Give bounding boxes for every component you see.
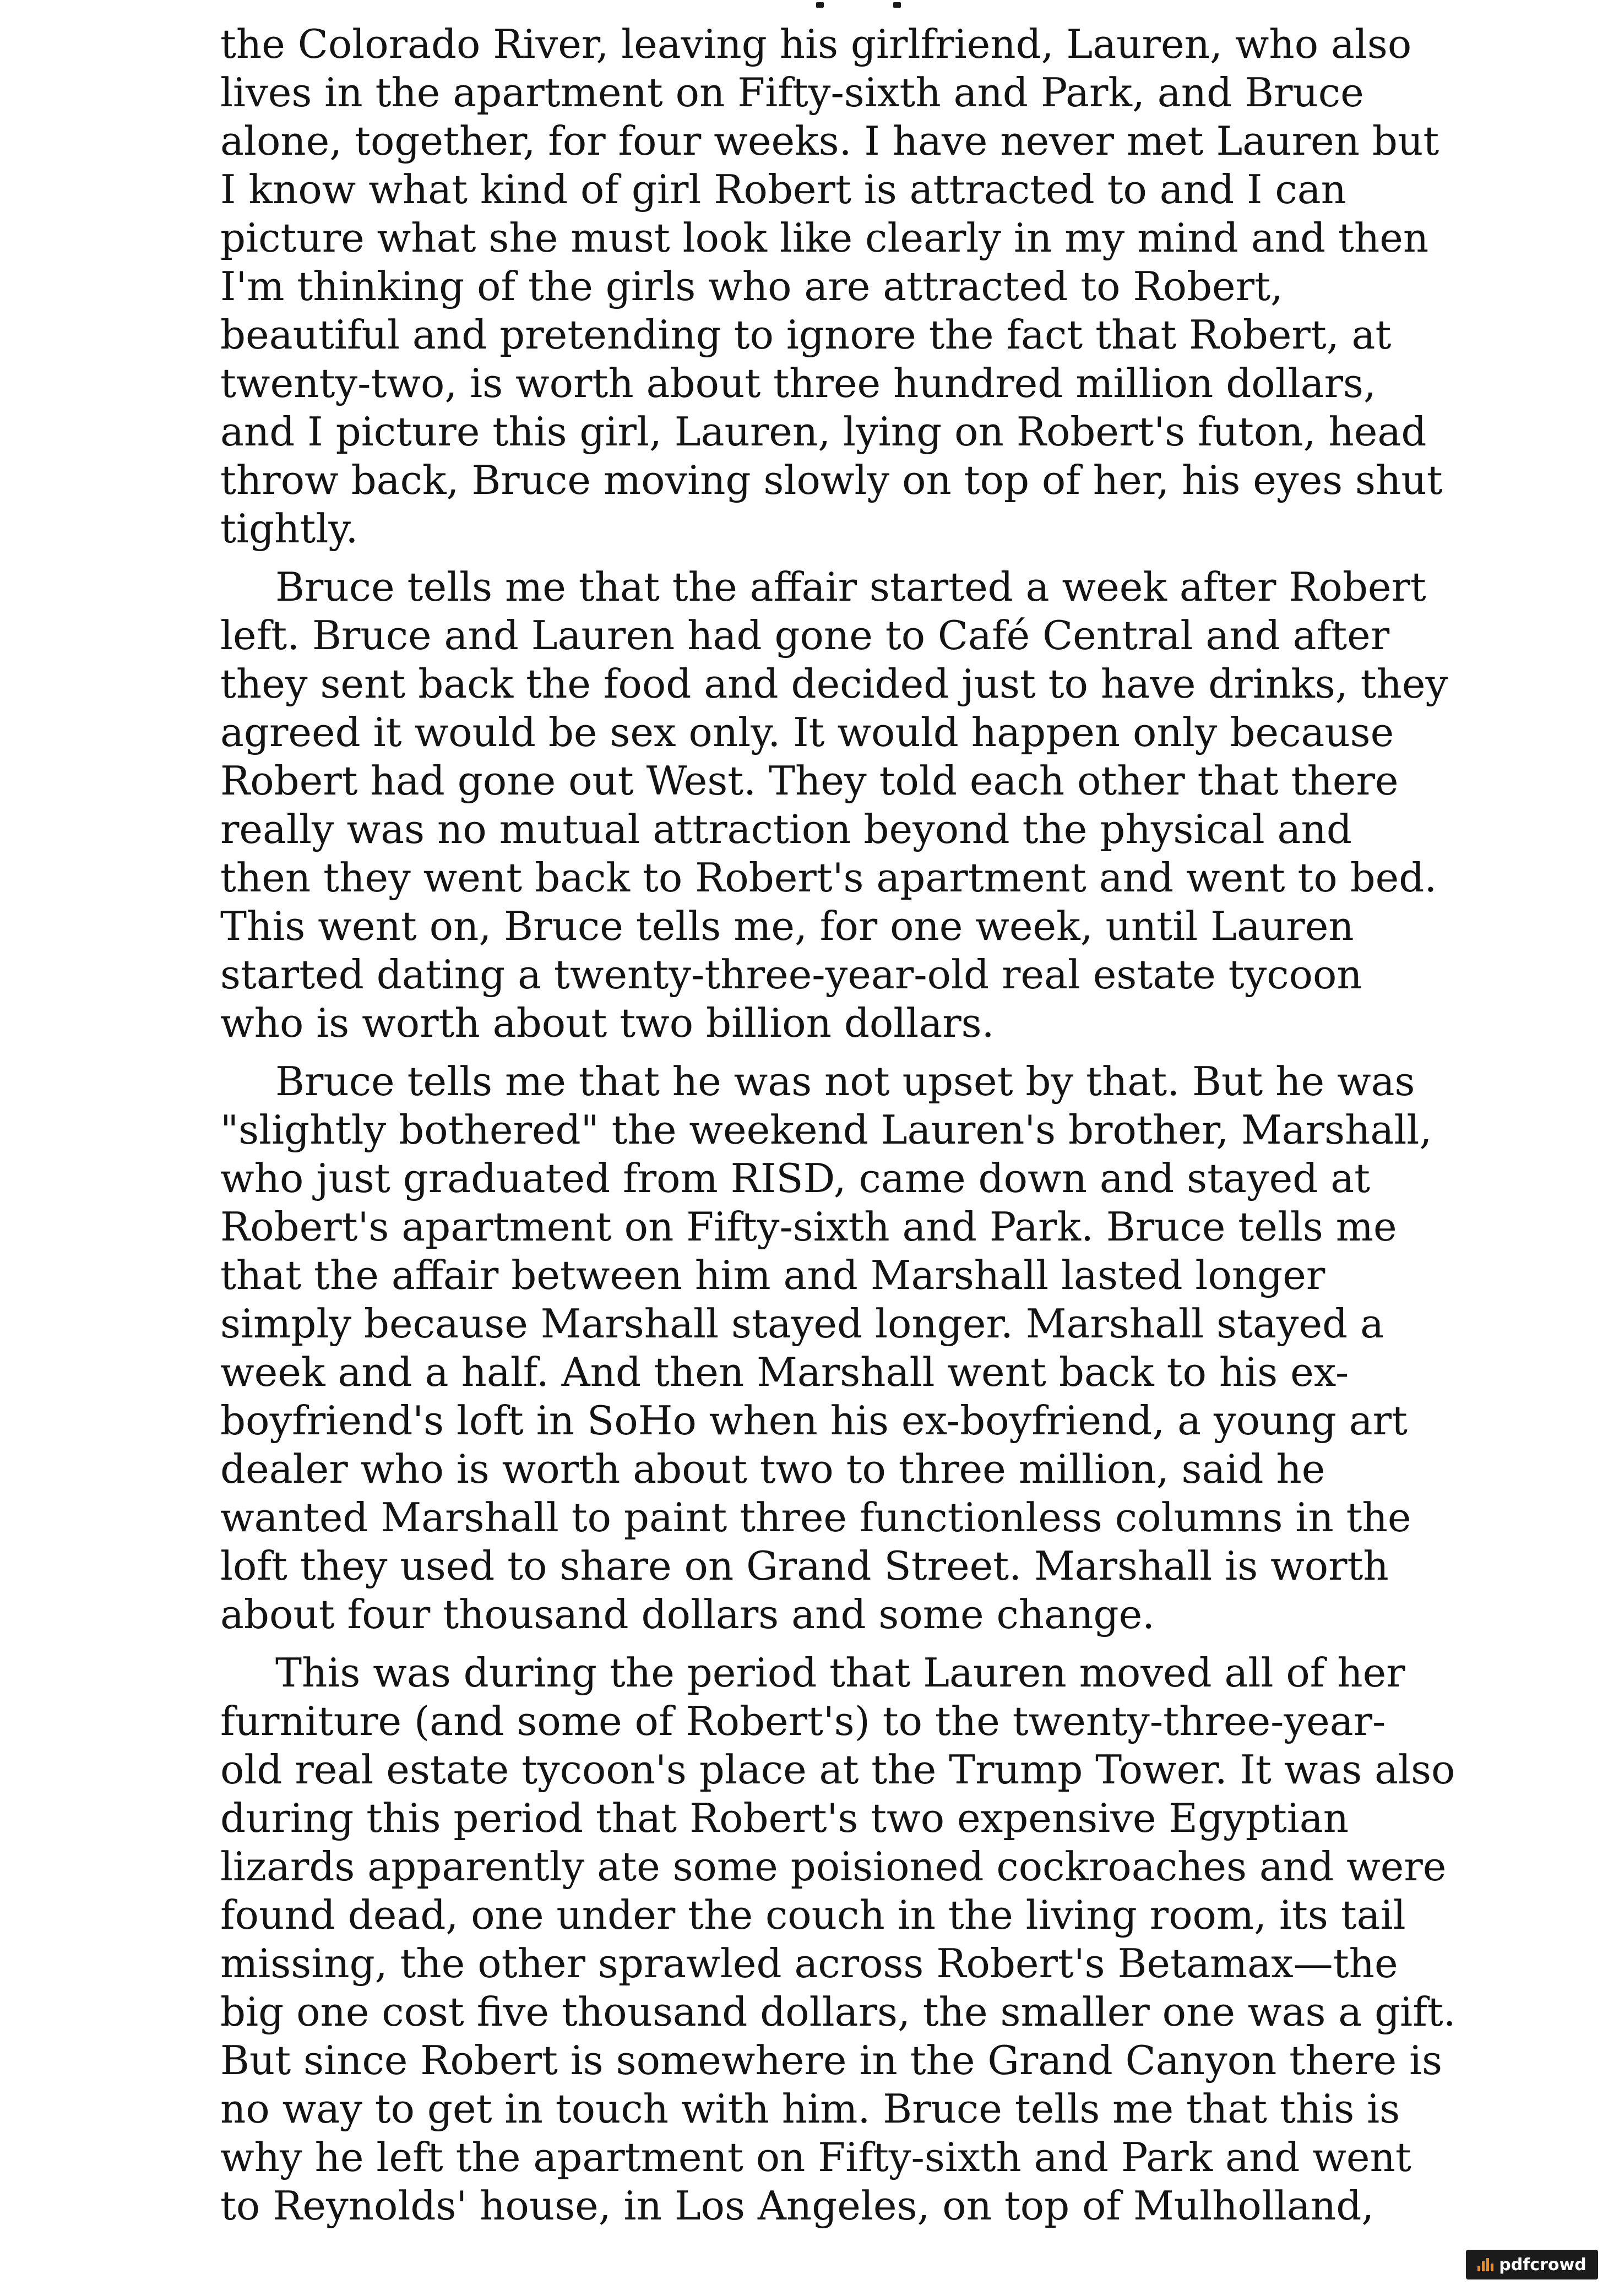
text-line: wanted Marshall to paint three functionless columns in the bbox=[220, 1494, 1411, 1541]
text-line: I'm thinking of the girls who are attracted to Robert, bbox=[220, 263, 1283, 309]
text-line: Bruce tells me that the affair started a week after Robert bbox=[275, 564, 1426, 610]
text-line: left. Bruce and Lauren had gone to Café Central and after bbox=[220, 612, 1390, 659]
document-page bbox=[220, 20, 1470, 2230]
text-line: the Colorado River, leaving his girlfriend, Lauren, who also bbox=[220, 21, 1412, 67]
text-line: lives in the apartment on Fifty-sixth and Park, and Bruce bbox=[220, 69, 1364, 116]
text-line: old real estate tycoon's place at the Trump Tower. It was also bbox=[220, 1747, 1455, 1793]
text-line: Bruce tells me that he was not upset by that. But he was bbox=[275, 1058, 1415, 1105]
text-line: and I picture this girl, Lauren, lying on Robert's futon, head bbox=[220, 409, 1427, 455]
paragraph bbox=[220, 1648, 1470, 2230]
text-line: twenty-two, is worth about three hundred million dollars, bbox=[220, 360, 1376, 406]
text-line: Robert had gone out West. They told each other that there bbox=[220, 758, 1399, 804]
text-line: beautiful and pretending to ignore the fact that Robert, at bbox=[220, 312, 1392, 358]
text-line: lizards apparently ate some poisioned cockroaches and were bbox=[220, 1843, 1447, 1890]
paragraph bbox=[220, 20, 1470, 553]
pdfcrowd-badge[interactable] bbox=[1466, 2250, 1598, 2279]
text-line: This went on, Bruce tells me, for one week, until Lauren bbox=[220, 903, 1354, 949]
text-line: found dead, one under the couch in the living room, its tail bbox=[220, 1892, 1406, 1938]
text-line: simply because Marshall stayed longer. Marshall stayed a bbox=[220, 1301, 1384, 1347]
clipped-previous-line bbox=[220, 0, 1470, 10]
text-line: tightly. bbox=[220, 505, 358, 552]
text-line: boyfriend's loft in SoHo when his ex-boyfriend, a young art bbox=[220, 1397, 1408, 1444]
text-line: alone, together, for four weeks. I have never met Lauren but bbox=[220, 118, 1439, 164]
text-line: furniture (and some of Robert's) to the twenty-three-year- bbox=[220, 1698, 1386, 1744]
text-line: This was during the period that Lauren moved all of her bbox=[275, 1650, 1405, 1696]
text-line: big one cost five thousand dollars, the smaller one was a gift. bbox=[220, 1989, 1456, 2035]
text-line: week and a half. And then Marshall went back to his ex- bbox=[220, 1349, 1349, 1395]
text-line: But since Robert is somewhere in the Grand Canyon there is bbox=[220, 2037, 1443, 2083]
text-line: picture what she must look like clearly in my mind and then bbox=[220, 215, 1429, 261]
text-line: then they went back to Robert's apartment and went to bed. bbox=[220, 855, 1437, 901]
text-line: why he left the apartment on Fifty-sixth and Park and went bbox=[220, 2134, 1411, 2180]
text-line: I know what kind of girl Robert is attracted to and I can bbox=[220, 166, 1347, 213]
text-line: no way to get in touch with him. Bruce tells me that this is bbox=[220, 2086, 1400, 2132]
text-line: loft they used to share on Grand Street. Marshall is worth bbox=[220, 1543, 1389, 1589]
text-line: about four thousand dollars and some change. bbox=[220, 1591, 1155, 1637]
text-line: who just graduated from RISD, came down and stayed at bbox=[220, 1155, 1371, 1201]
text-line: during this period that Robert's two expensive Egyptian bbox=[220, 1795, 1349, 1841]
text-line: who is worth about two billion dollars. bbox=[220, 1000, 995, 1046]
text-line: started dating a twenty-three-year-old real estate tycoon bbox=[220, 951, 1362, 998]
text-line: dealer who is worth about two to three million, said he bbox=[220, 1446, 1325, 1492]
text-line: that the affair between him and Marshall lasted longer bbox=[220, 1252, 1325, 1298]
text-line: really was no mutual attraction beyond the physical and bbox=[220, 806, 1352, 852]
paragraph bbox=[220, 563, 1470, 1047]
paragraph bbox=[220, 1057, 1470, 1639]
text-line: Robert's apartment on Fifty-sixth and Park. Bruce tells me bbox=[220, 1204, 1397, 1250]
text-line: throw back, Bruce moving slowly on top of her, his eyes shut bbox=[220, 457, 1443, 503]
text-line: "slightly bothered" the weekend Lauren's brother, Marshall, bbox=[220, 1107, 1432, 1153]
pdfcrowd-label: pdfcrowd bbox=[1499, 2255, 1587, 2275]
text-line: missing, the other sprawled across Robert's Betamax—the bbox=[220, 1940, 1398, 1987]
bar-chart-icon bbox=[1477, 2258, 1493, 2271]
text-line: agreed it would be sex only. It would happen only because bbox=[220, 709, 1394, 755]
text-line: they sent back the food and decided just to have drinks, they bbox=[220, 661, 1448, 707]
text-line: to Reynolds' house, in Los Angeles, on top of Mulholland, bbox=[220, 2183, 1374, 2229]
